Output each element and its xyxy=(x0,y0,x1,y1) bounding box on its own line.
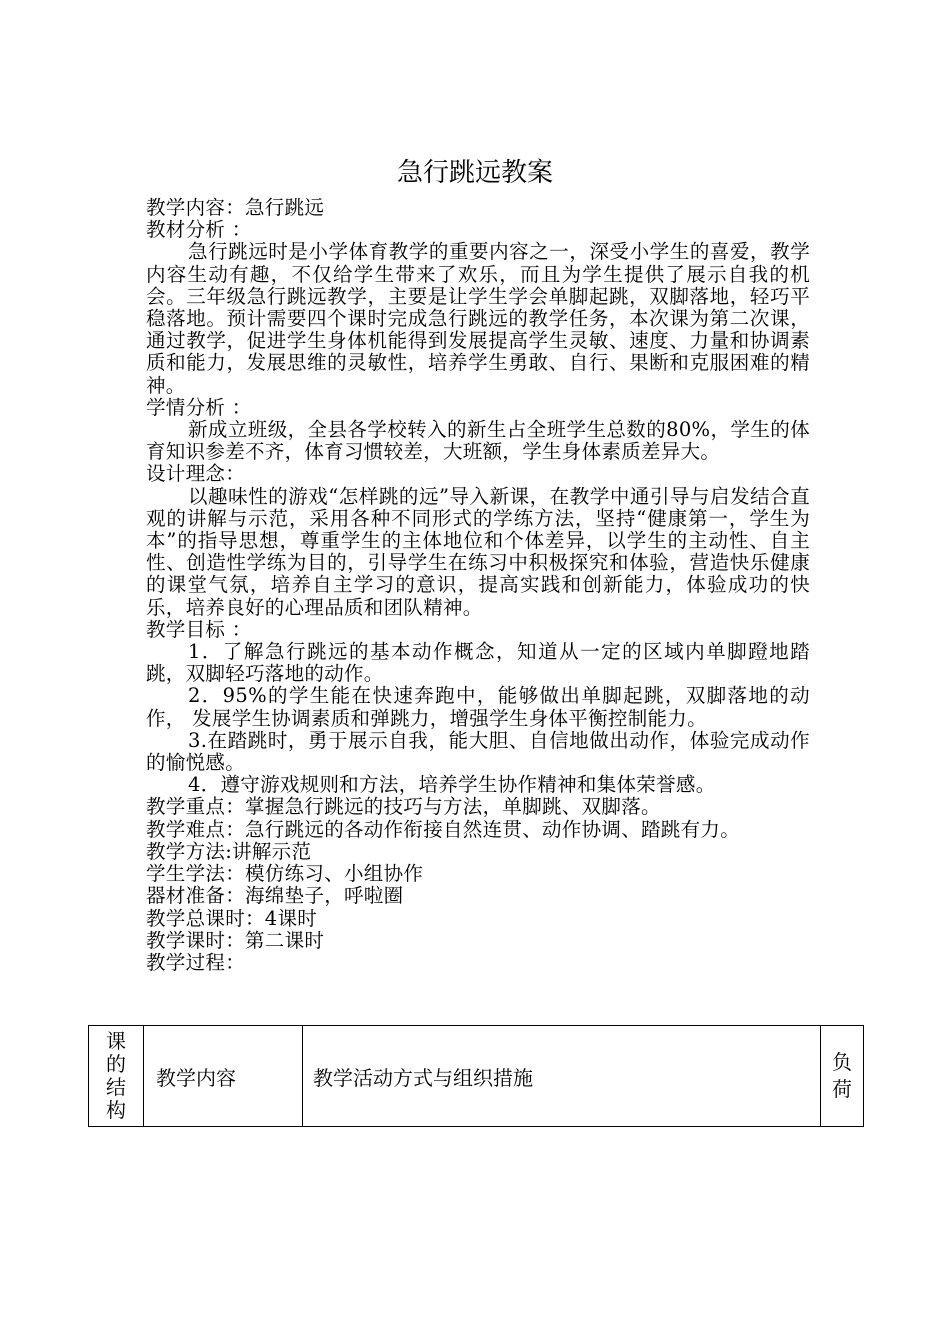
total-hours: 教学总课时：4课时 xyxy=(146,906,318,930)
students-heading: 学情分析 ： xyxy=(146,395,252,419)
load-header-cell: 负 荷 xyxy=(821,1026,864,1127)
lesson-hour: 教学课时：第二课时 xyxy=(146,928,325,952)
material-text: 急行跳远时是小学体育教学的重要内容之一，深受小学生的喜爱，教学内容生动有趣，不仅给学生带来了欢乐，而且为学生提供了展示自我的机会。三年级急行跳远教学，主要是让学生学会单脚起跳，双脚落地，轻巧平稳落地。预计需要四个课时完成急行跳远的教学任务，本次课为第二次课，通过教学，促进学生身体机能得到发展提高学生灵敏、速度、力量和协调素质和能力，发展思维的灵敏性，培养学生勇敢、自行、果断和克服困难的精神。 xyxy=(146,240,810,397)
content-header-cell: 教学内容 xyxy=(144,1026,303,1127)
process-heading: 教学过程： xyxy=(146,950,246,974)
equipment: 器材准备：海绵垫子，呼啦圈 xyxy=(146,884,404,908)
goal-item: 2．95%的学生能在快速奔跑中，能够做出单脚起跳，双脚落地的动作， 发展学生协调素质和弹跳力，增强学生身体平衡控制能力。 xyxy=(146,684,810,730)
goal-item: 4．遵守游戏规则和方法，培养学生协作精神和集体荣誉感。 xyxy=(188,773,716,797)
structure-header-cell: 课 的 结 构 xyxy=(89,1026,144,1127)
difficulty: 教学难点：急行跳远的各动作衔接自然连贯、动作协调、踏跳有力。 xyxy=(146,817,741,841)
key-point: 教学重点：掌握急行跳远的技巧与方法，单脚跳、双脚落。 xyxy=(146,795,661,819)
goal-item: 3.在踏跳时，勇于展示自我，能大胆、自信地做出动作，体验完成动作的愉悦感。 xyxy=(146,728,810,775)
document-title: 急行跳远教案 xyxy=(396,158,553,188)
learning-method: 学生学法：模仿练习、小组协作 xyxy=(146,862,424,886)
material-heading: 教材分析 ： xyxy=(146,218,252,242)
document-body xyxy=(146,197,810,974)
design-text: 以趣味性的游戏“怎样跳的远”导入新课，在教学中通引导与启发结合直观的讲解与示范，采用各种不同形式的学练方法，坚持“健康第一，学生为本”的指导思想，尊重学生的主体地位和个体差异，以学生的主动性、自主性、创造性学练为目的，引导学生在练习中积极探究和体验，营造快乐健康的课堂气氛，培养自主学习的意识，提高实践和创新能力，体验成功的快乐，培养良好的心理品质和团队精神。 xyxy=(146,484,810,619)
table-row xyxy=(89,1026,864,1127)
content-line: 教学内容：急行跳远 xyxy=(146,196,325,219)
activity-header-cell: 教学活动方式与组织措施 xyxy=(303,1026,821,1127)
goals-heading: 教学目标 ： xyxy=(146,617,252,641)
goal-item: 1．了解急行跳远的基本动作概念，知道从一定的区域内单脚蹬地踏跳，双脚轻巧落地的动作。 xyxy=(146,640,810,686)
lesson-structure-table xyxy=(88,1025,864,1127)
students-text: 新成立班级，全县各学校转入的新生占全班学生总数的80%，学生的体育知识参差不齐，体育习惯较差，大班额，学生身体素质差异大。 xyxy=(146,418,810,464)
design-heading: 设计理念： xyxy=(146,462,246,486)
teaching-method: 教学方法:讲解示范 xyxy=(146,839,312,863)
